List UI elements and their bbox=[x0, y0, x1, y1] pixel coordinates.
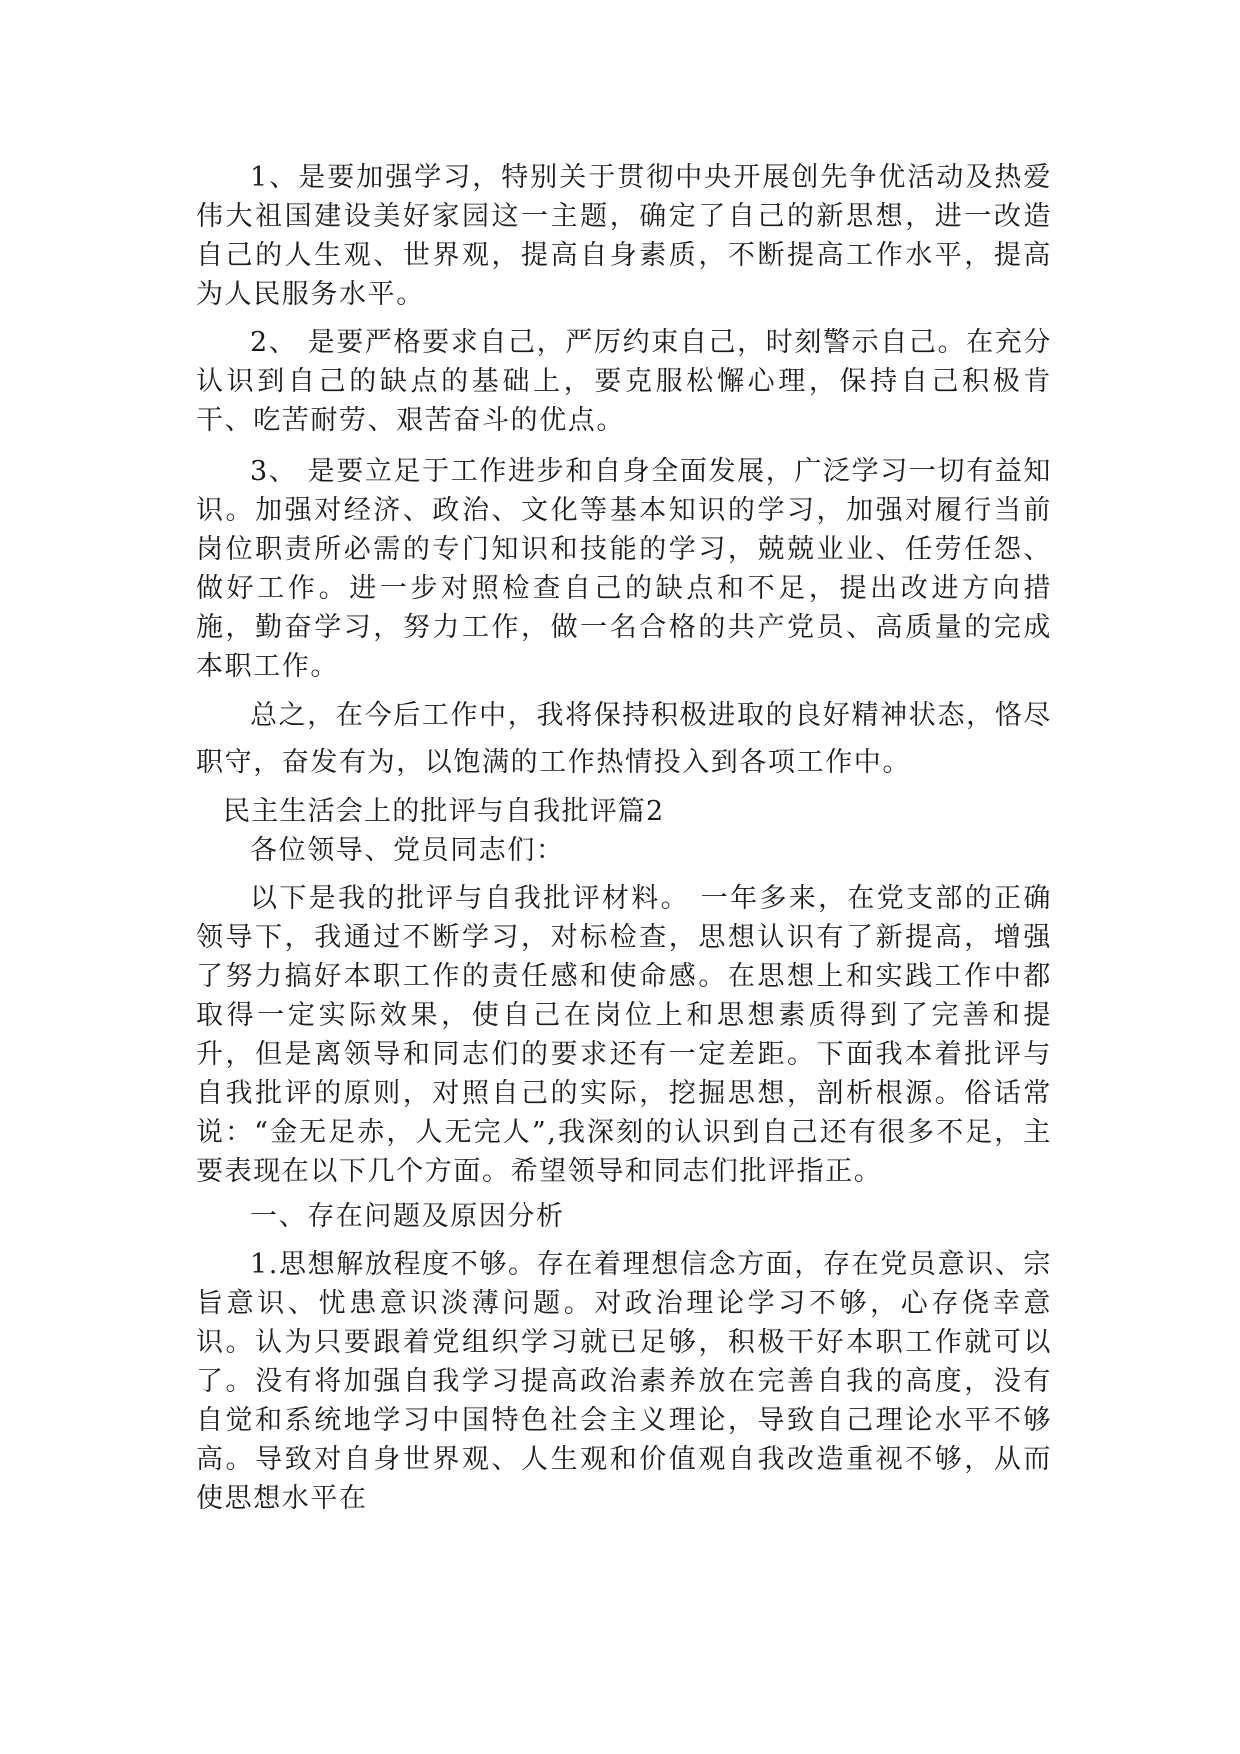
subheading: 一、存在问题及原因分析 bbox=[250, 1201, 565, 1232]
paragraph-conclusion: 总之，在今后工作中，我将保持积极进取的良好精神状态，恪尽职守，奋发有为，以饱满的工作热情投入到各项工作中。 bbox=[196, 700, 1052, 778]
paragraph-problem-1: 1.思想解放程度不够。存在着理想信念方面，存在党员意识、宗旨意识、忧患意识淡薄问题。对政治理论学习不够，心存侥幸意识。认为只要跟着党组织学习就已足够，积极干好本职工作就可以了。没有将加强自我学习提高政治素养放在完善自我的高度，没有自觉和系统地学习中国特色社会主义理论，导致自己理论水平不够高。导致对自身世界观、人生观和价值观自我改造重视不够，从而使思想水平在 bbox=[196, 1249, 1052, 1514]
section-title: 民主生活会上的批评与自我批评篇2 bbox=[223, 796, 665, 827]
paragraph-item-1: 1、是要加强学习，特别关于贯彻中央开展创先争优活动及热爱伟大祖国建设美好家园这一主题，确定了自己的新思想，进一改造自己的人生观、世界观，提高自身素质，不断提高工作水平，提高为人民服务水平。 bbox=[196, 162, 1052, 310]
greeting: 各位领导、党员同志们： bbox=[250, 835, 565, 866]
paragraph-intro: 以下是我的批评与自我批评材料。 一年多来，在党支部的正确领导下，我通过不断学习，对标检查，思想认识有了新提高，增强了努力搞好本职工作的责任感和使命感。在思想上和实践工作中都取得一定实际效果，使自己在岗位上和思想素质得到了完善和提升，但是离领导和同志们的要求还有一定差距。下面我本着批评与自我批评的原则，对照自己的实际，挖掘思想，剖析根源。俗话常说：“金无足赤，人无完人”,我深刻的认识到自己还有很多不足，主要表现在以下几个方面。希望领导和同志们批评指正。 bbox=[196, 883, 1052, 1187]
paragraph-item-3: 3、 是要立足于工作进步和自身全面发展，广泛学习一切有益知识。加强对经济、政治、文化等基本知识的学习，加强对履行当前岗位职责所必需的专门知识和技能的学习，兢兢业业、任劳任怨、做好工作。进一步对照检查自己的缺点和不足，提出改进方向措施，勤奋学习，努力工作，做一名合格的共产党员、高质量的完成本职工作。 bbox=[196, 456, 1052, 682]
paragraph-item-2: 2、 是要严格要求自己，严厉约束自己，时刻警示自己。在充分认识到自己的缺点的基础上，要克服松懈心理，保持自己积极肯干、吃苦耐劳、艰苦奋斗的优点。 bbox=[196, 327, 1052, 436]
document-body bbox=[196, 158, 1052, 1518]
